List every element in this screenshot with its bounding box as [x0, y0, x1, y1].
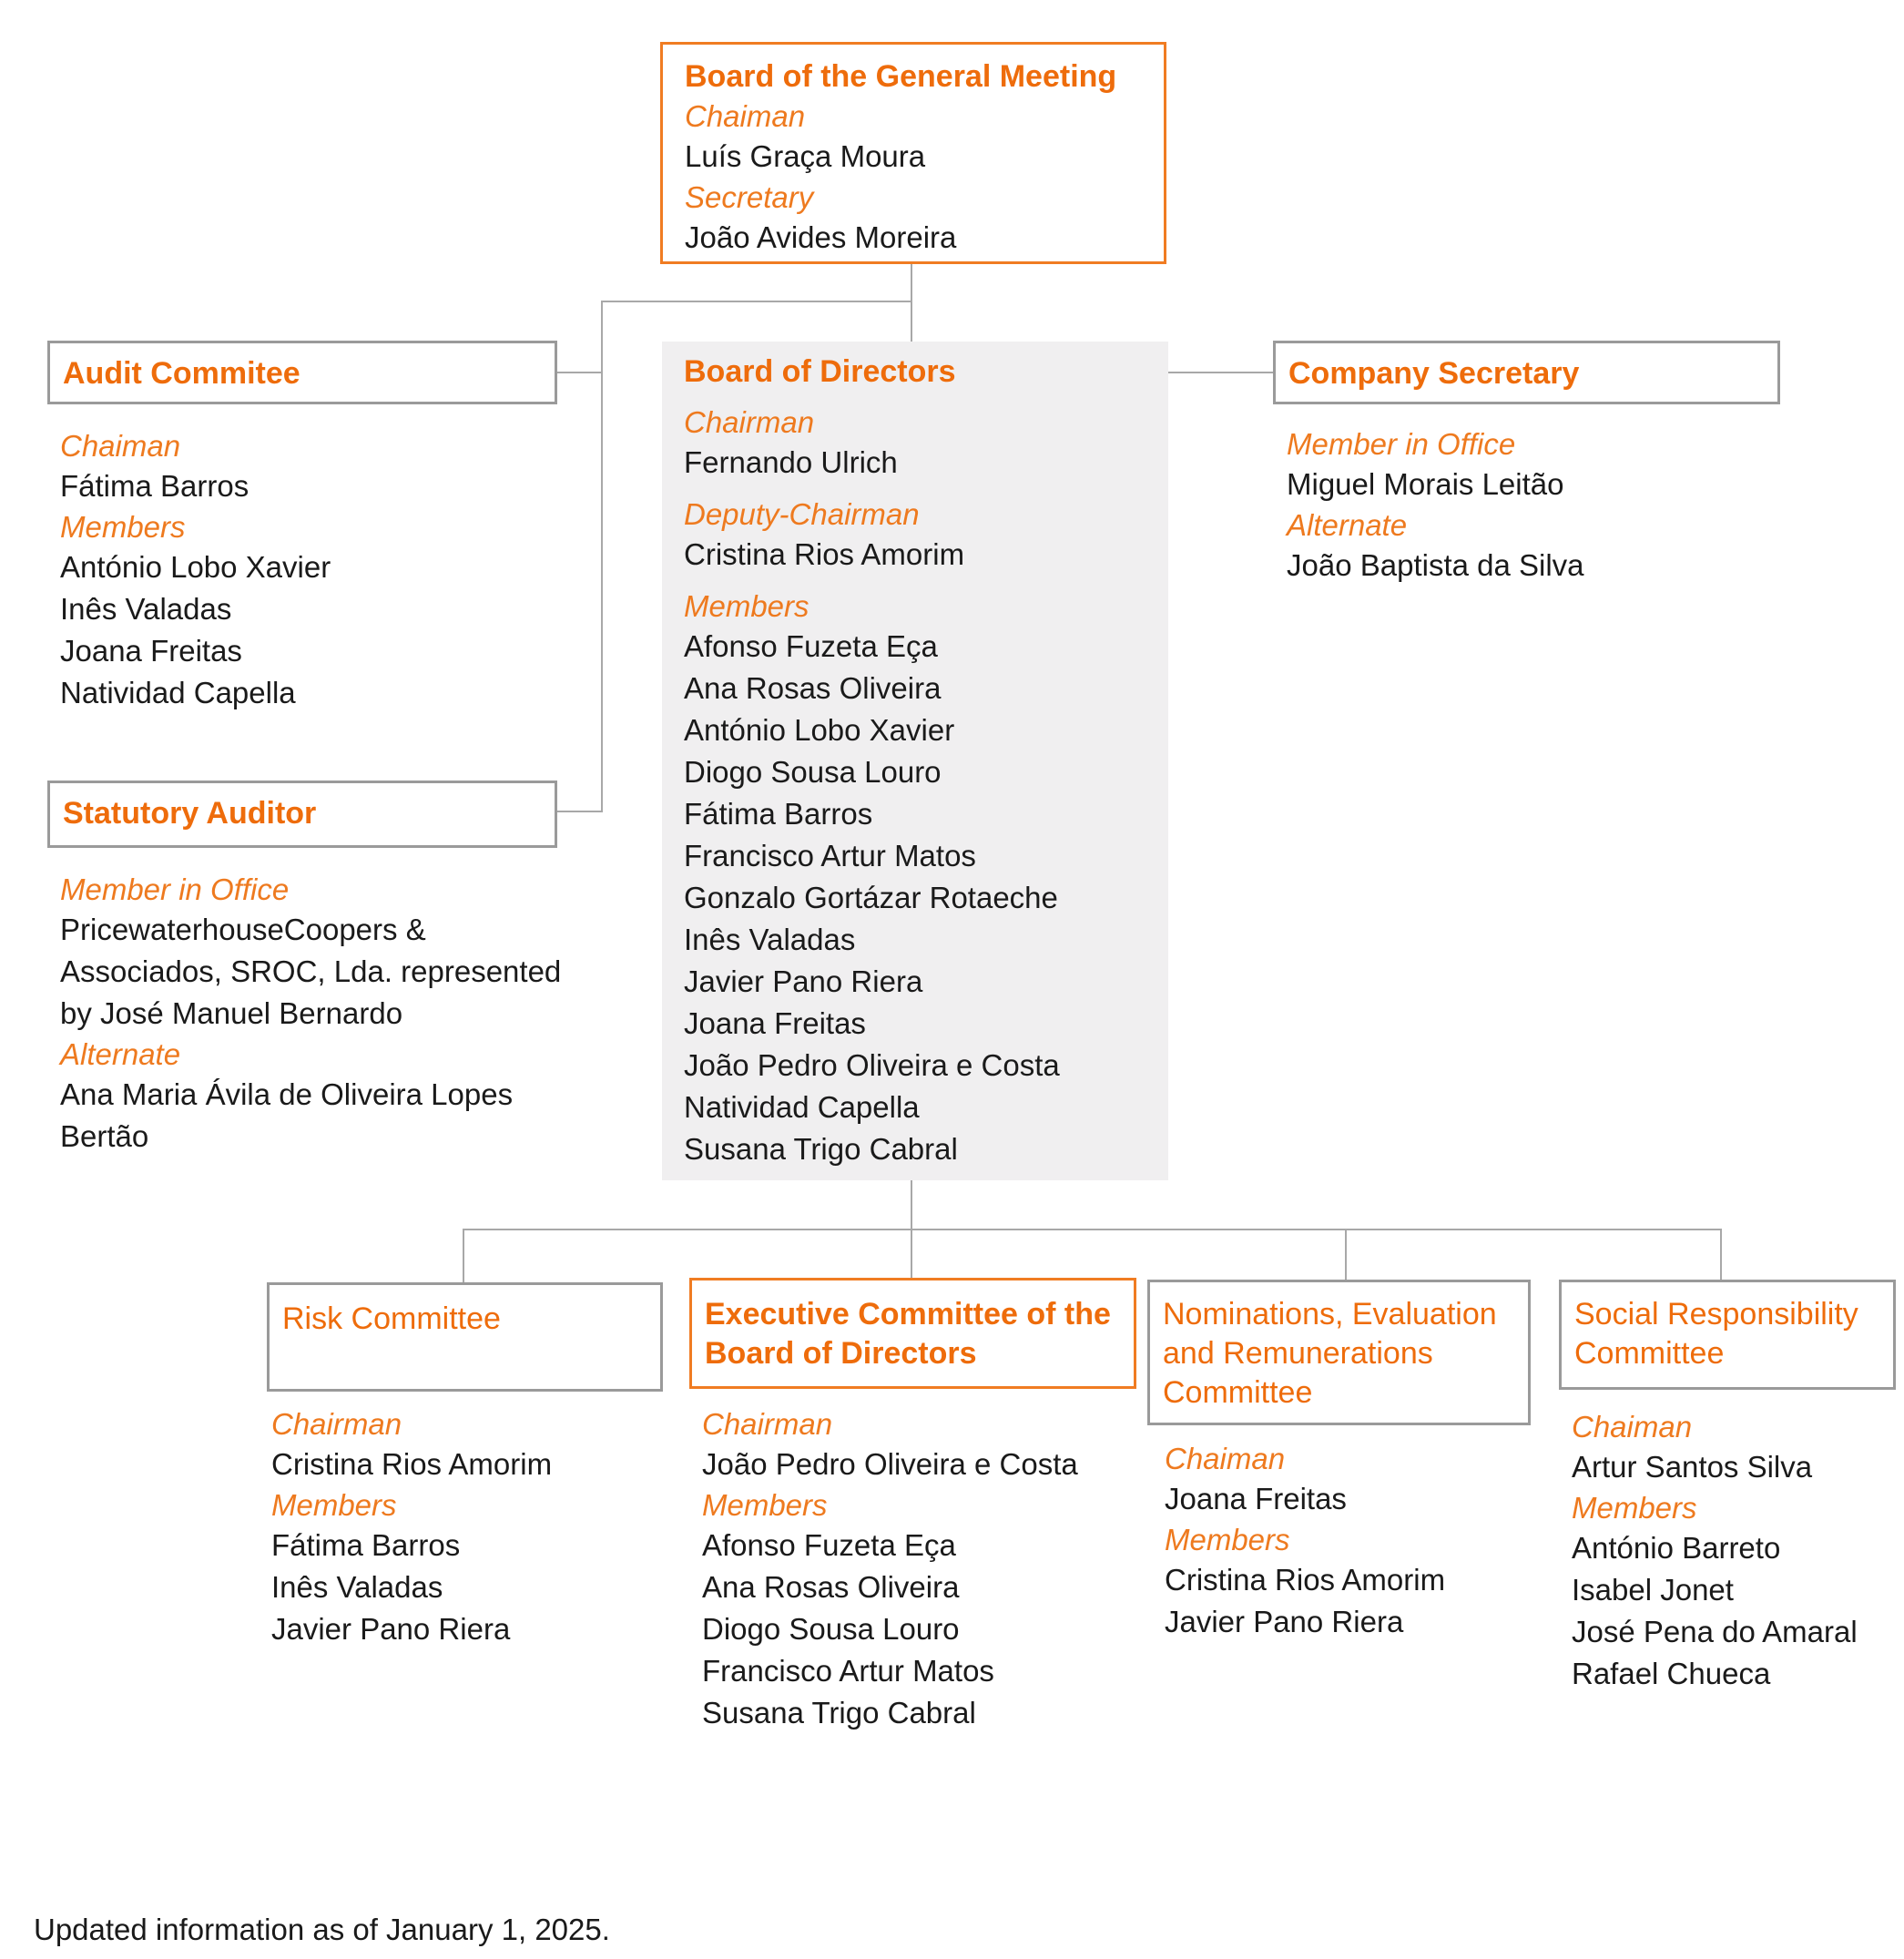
- connector-left-vertical: [601, 301, 603, 812]
- executive-members-label: Members: [702, 1488, 828, 1522]
- member-name: Natividad Capella: [60, 676, 296, 709]
- member-name: Joana Freitas: [684, 1006, 866, 1040]
- audit-members-label: Members: [60, 510, 186, 544]
- member-name: Isabel Jonet: [1572, 1573, 1734, 1607]
- statutory-auditor-title: Statutory Auditor: [63, 796, 317, 831]
- company-secretary-office: Miguel Morais Leitão: [1287, 467, 1564, 501]
- board-of-directors-box: [662, 342, 1168, 1180]
- nominations-chairman-label: Chaiman: [1165, 1442, 1286, 1475]
- member-name: Javier Pano Riera: [271, 1612, 511, 1646]
- member-name: Inês Valadas: [60, 592, 232, 626]
- social-committee-details: [1572, 1407, 1899, 1695]
- connector-board-down: [911, 1180, 912, 1280]
- title-line: Committee: [1574, 1336, 1725, 1371]
- audit-chairman: Fátima Barros: [60, 469, 249, 503]
- company-secretary-office-label: Member in Office: [1287, 427, 1516, 461]
- member-name: Javier Pano Riera: [1165, 1605, 1404, 1638]
- member-name: Ana Rosas Oliveira: [684, 671, 942, 705]
- member-name: Fátima Barros: [271, 1528, 461, 1562]
- general-meeting-secretary: João Avides Moreira: [685, 220, 957, 254]
- social-chairman-label: Chaiman: [1572, 1410, 1693, 1444]
- member-name: Francisco Artur Matos: [702, 1654, 994, 1688]
- company-secretary-alternate: João Baptista da Silva: [1287, 548, 1584, 582]
- member-name: Afonso Fuzeta Eça: [684, 629, 938, 663]
- member-name: Susana Trigo Cabral: [684, 1132, 958, 1166]
- nominations-committee-box: [1147, 1280, 1531, 1425]
- general-meeting-chairman: Luís Graça Moura: [685, 139, 926, 173]
- member-name: António Lobo Xavier: [684, 713, 955, 747]
- member-name: Rafael Chueca: [1572, 1657, 1771, 1690]
- member-name: António Lobo Xavier: [60, 550, 331, 584]
- member-name: Diogo Sousa Louro: [684, 755, 942, 789]
- statutory-auditor-box: [47, 781, 557, 848]
- audit-chairman-label: Chaiman: [60, 429, 181, 463]
- connector-social: [1720, 1229, 1722, 1280]
- audit-committee-details: [60, 426, 552, 714]
- company-secretary-details: [1287, 424, 1797, 587]
- audit-committee-title: Audit Commitee: [63, 356, 300, 391]
- social-members-list: [1572, 1527, 1899, 1695]
- general-meeting-chairman-label: Chaiman: [685, 99, 806, 133]
- title-line: Executive Committee of the: [705, 1297, 1111, 1332]
- nominations-committee-details: [1165, 1439, 1529, 1643]
- board-chairman-label: Chairman: [684, 405, 815, 439]
- risk-committee-title: Risk Committee: [282, 1301, 501, 1336]
- title-line: Board of Directors: [705, 1336, 977, 1371]
- title-line: Social Responsibility: [1574, 1297, 1858, 1332]
- nominations-committee-title: [1163, 1295, 1528, 1413]
- member-name: Afonso Fuzeta Eça: [702, 1528, 956, 1562]
- social-committee-title: [1574, 1295, 1893, 1373]
- board-title: Board of Directors: [684, 354, 956, 389]
- audit-members-list: [60, 546, 552, 714]
- nominations-members-label: Members: [1165, 1523, 1290, 1556]
- risk-committee-details: [271, 1404, 663, 1650]
- connector-top-horizontal: [601, 301, 912, 302]
- social-committee-box: [1559, 1280, 1896, 1390]
- member-name: Ana Rosas Oliveira: [702, 1570, 960, 1604]
- footer-note: Updated information as of January 1, 2025.: [34, 1913, 610, 1946]
- board-deputy-label: Deputy-Chairman: [684, 497, 920, 531]
- member-name: Diogo Sousa Louro: [702, 1612, 960, 1646]
- title-line: Nominations, Evaluation: [1163, 1297, 1497, 1332]
- office-line: PricewaterhouseCoopers &: [60, 913, 426, 946]
- connector-audit: [556, 372, 603, 373]
- general-meeting-secretary-label: Secretary: [685, 180, 814, 214]
- statutory-office-lines: [60, 909, 570, 1035]
- connector-statutory: [556, 811, 603, 812]
- board-members-label: Members: [684, 589, 809, 623]
- risk-members-list: [271, 1525, 663, 1650]
- statutory-alternate-label: Alternate: [60, 1037, 181, 1071]
- board-chairman: Fernando Ulrich: [684, 445, 898, 479]
- member-name: Inês Valadas: [684, 923, 856, 956]
- social-members-label: Members: [1572, 1491, 1697, 1525]
- member-name: Cristina Rios Amorim: [1165, 1563, 1446, 1597]
- connector-company-secretary: [1168, 372, 1274, 373]
- office-line: Associados, SROC, Lda. represented: [60, 954, 562, 988]
- member-name: João Pedro Oliveira e Costa: [684, 1048, 1060, 1082]
- executive-committee-box: [689, 1278, 1136, 1389]
- risk-members-label: Members: [271, 1488, 397, 1522]
- title-line: and Remunerations: [1163, 1336, 1433, 1371]
- alternate-line: Bertão: [60, 1119, 149, 1153]
- statutory-office-label: Member in Office: [60, 872, 290, 906]
- social-chairman: Artur Santos Silva: [1572, 1450, 1813, 1484]
- executive-members-list: [702, 1525, 1139, 1734]
- general-meeting-title: Board of the General Meeting: [685, 59, 1117, 94]
- connector-risk: [463, 1229, 464, 1282]
- risk-chairman: Cristina Rios Amorim: [271, 1447, 553, 1481]
- board-deputy: Cristina Rios Amorim: [684, 537, 965, 571]
- statutory-auditor-details: [60, 870, 570, 1158]
- member-name: Javier Pano Riera: [684, 964, 923, 998]
- company-secretary-title: Company Secretary: [1288, 356, 1580, 391]
- member-name: Francisco Artur Matos: [684, 839, 976, 872]
- connector-bottom-horizontal: [463, 1229, 1722, 1230]
- member-name: Susana Trigo Cabral: [702, 1696, 976, 1729]
- member-name: José Pena do Amaral: [1572, 1615, 1858, 1648]
- member-name: Inês Valadas: [271, 1570, 443, 1604]
- office-line: by José Manuel Bernardo: [60, 996, 403, 1030]
- executive-committee-title: [705, 1295, 1134, 1373]
- member-name: António Barreto: [1572, 1531, 1781, 1565]
- company-secretary-alternate-label: Alternate: [1287, 508, 1408, 542]
- member-name: Gonzalo Gortázar Rotaeche: [684, 881, 1058, 914]
- company-secretary-box: [1273, 341, 1780, 404]
- risk-committee-box: [267, 1282, 663, 1392]
- audit-committee-box: [47, 341, 557, 404]
- board-members-list: [684, 626, 1168, 1170]
- member-name: Joana Freitas: [60, 634, 242, 668]
- connector-gm-down: [911, 264, 912, 342]
- risk-chairman-label: Chairman: [271, 1407, 402, 1441]
- executive-committee-details: [702, 1404, 1139, 1734]
- nominations-chairman: Joana Freitas: [1165, 1482, 1347, 1515]
- alternate-line: Ana Maria Ávila de Oliveira Lopes: [60, 1077, 514, 1111]
- member-name: Natividad Capella: [684, 1090, 920, 1124]
- connector-nominations: [1345, 1229, 1347, 1280]
- executive-chairman-label: Chairman: [702, 1407, 833, 1441]
- nominations-members-list: [1165, 1559, 1529, 1643]
- statutory-alternate-lines: [60, 1074, 570, 1158]
- executive-chairman: João Pedro Oliveira e Costa: [702, 1447, 1078, 1481]
- general-meeting-box: [660, 42, 1166, 264]
- title-line: Committee: [1163, 1375, 1313, 1410]
- member-name: Fátima Barros: [684, 797, 873, 831]
